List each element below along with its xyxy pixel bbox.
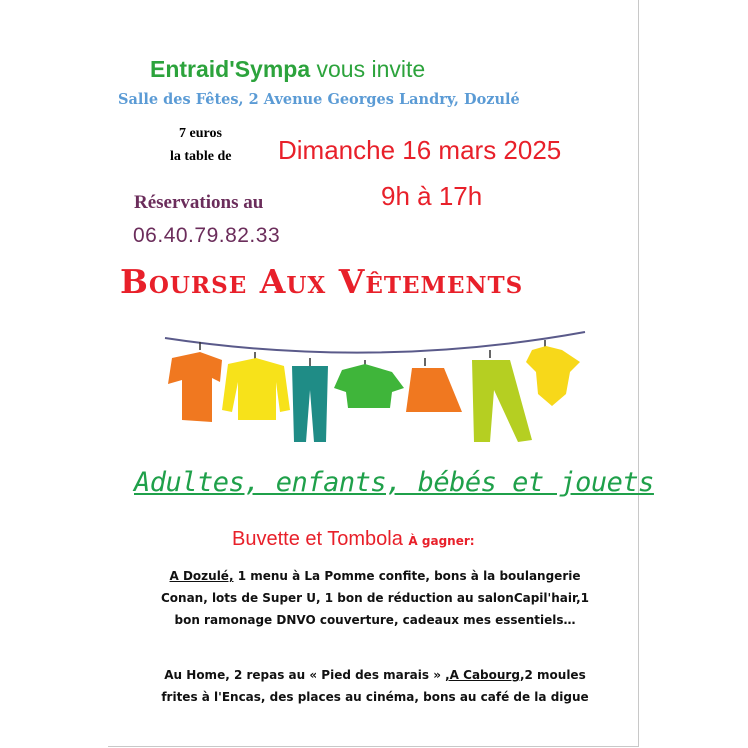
yellow-jacket-icon: [222, 358, 290, 420]
win-label: À gagner:: [408, 534, 475, 548]
price-line-1: 7 euros: [179, 126, 222, 141]
lime-trousers-icon: [472, 360, 532, 442]
reservation-label: Réservations au: [134, 192, 264, 213]
organizer-line: [150, 56, 425, 83]
organizer-name: Entraid'Sympa: [150, 56, 311, 82]
teal-trousers-icon: [292, 366, 328, 442]
event-hours: 9h à 17h: [381, 181, 483, 211]
buvette-main: Buvette et Tombola: [232, 528, 403, 550]
cabourg-text: ,2 moules frites à l'Encas, des places au cinéma, bons au café de la digue: [161, 668, 589, 704]
reservation-phone: 06.40.79.82.33: [133, 224, 281, 247]
price-line-2: la table de: [170, 149, 232, 164]
headline: Bourse Aux Vêtements: [120, 262, 524, 301]
dozule-place: A Dozulé,: [169, 569, 234, 583]
subtitle: Adultes, enfants, bébés et jouets: [134, 467, 654, 498]
clothesline-icon: [160, 330, 590, 450]
buvette-line: [232, 528, 475, 551]
orange-skirt-icon: [406, 368, 462, 412]
dozule-text: 1 menu à La Pomme confite, bons à la boulangerie Conan, lots de Super U, 1 bon de réduction au salonCapil'hair,1 bon ramonage DNVO couverture, cadeaux mes essentiels…: [160, 569, 590, 627]
event-date: Dimanche 16 mars 2025: [278, 135, 562, 165]
home-text: Au Home, 2 repas au « Pied des marais »: [164, 668, 446, 682]
green-tshirt-icon: [334, 364, 404, 408]
prizes-cabourg: [150, 664, 600, 708]
invite-text: vous invite: [316, 56, 426, 82]
orange-shirt-icon: [168, 352, 222, 422]
baby-bodysuit-icon: [526, 346, 580, 406]
venue-address: Salle des Fêtes, 2 Avenue Georges Landry, Dozulé: [118, 91, 520, 108]
prizes-dozule: [150, 565, 600, 631]
cabourg-place: ,A Cabourg: [445, 668, 520, 682]
